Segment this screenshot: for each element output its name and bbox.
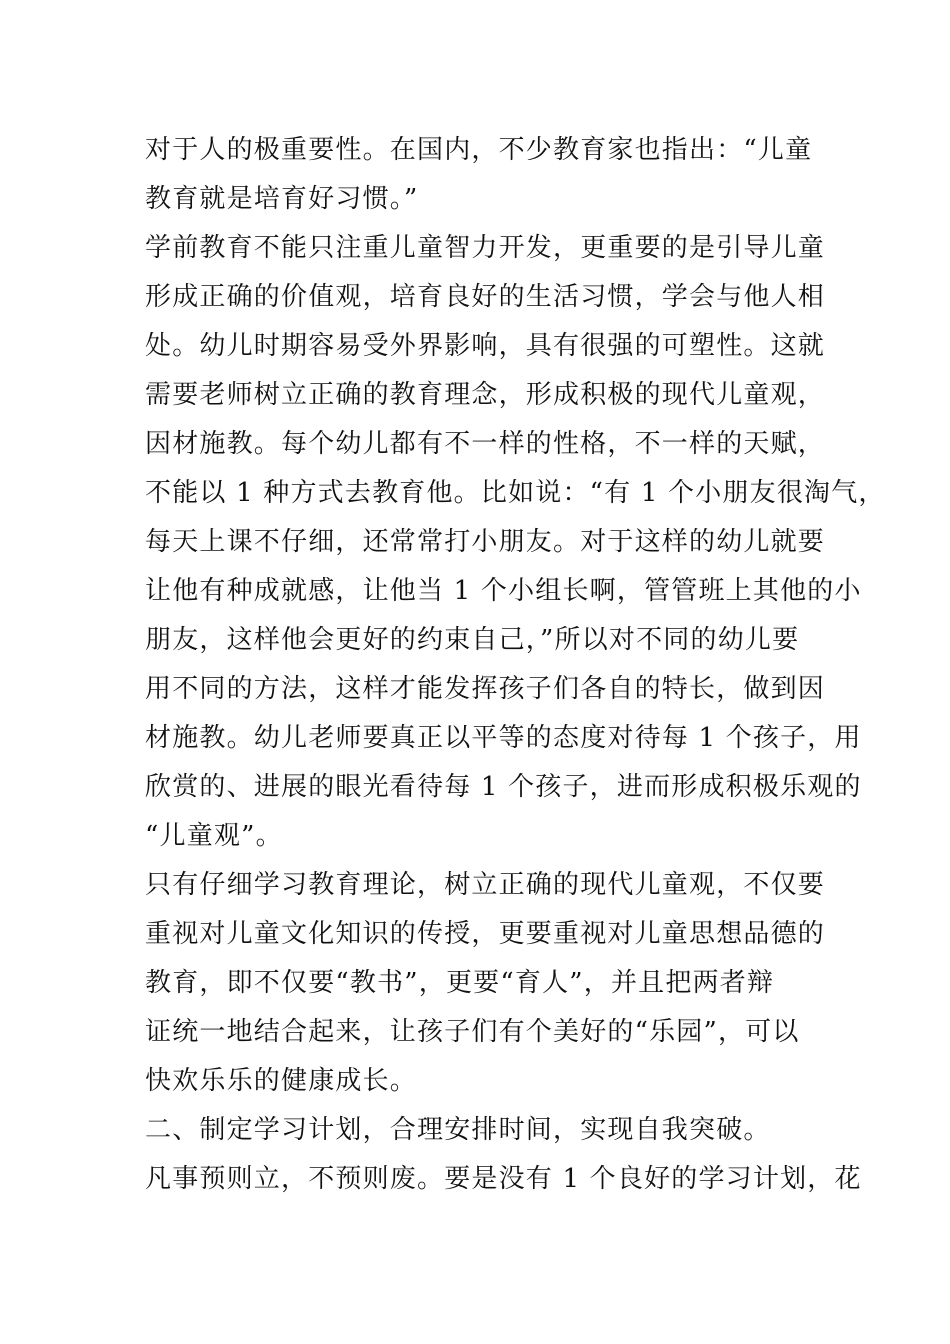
text-line: 需要老师树立正确的教育理念，形成积极的现代儿童观， bbox=[145, 380, 826, 410]
text-line: 形成正确的价值观，培育良好的生活习惯，学会与他人相 bbox=[145, 282, 826, 312]
text-line: 欣赏的、进展的眼光看待每 1 个孩子，进而形成积极乐观的 bbox=[145, 772, 862, 802]
text-line: 凡事预则立，不预则废。要是没有 1 个良好的学习计划，花 bbox=[145, 1164, 862, 1194]
text-line: 只有仔细学习教育理论，树立正确的现代儿童观，不仅要 bbox=[145, 870, 826, 900]
text-line: 材施教。幼儿老师要真正以平等的态度对待每 1 个孩子，用 bbox=[145, 723, 862, 753]
text-line: “儿童观”。 bbox=[145, 821, 283, 851]
text-line: 教育就是培育好习惯。” bbox=[145, 184, 419, 214]
text-line: 让他有种成就感，让他当 1 个小组长啊，管管班上其他的小 bbox=[145, 576, 862, 606]
text-line: 快欢乐乐的健康成长。 bbox=[145, 1066, 418, 1096]
body-text bbox=[145, 126, 886, 1204]
text-line: 每天上课不仔细，还常常打小朋友。对于这样的幼儿就要 bbox=[145, 527, 826, 557]
text-line: 重视对儿童文化知识的传授，更要重视对儿童思想品德的 bbox=[145, 919, 826, 949]
text-line: 用不同的方法，这样才能发挥孩子们各自的特长，做到因 bbox=[145, 674, 826, 704]
text-line: 证统一地结合起来，让孩子们有个美好的“乐园”，可以 bbox=[145, 1017, 800, 1047]
text-line: 学前教育不能只注重儿童智力开发，更重要的是引导儿童 bbox=[145, 233, 826, 263]
section-heading: 二、制定学习计划，合理安排时间，实现自我突破。 bbox=[145, 1115, 771, 1145]
text-line: 因材施教。每个幼儿都有不一样的性格，不一样的天赋， bbox=[145, 429, 826, 459]
text-line: 不能以 1 种方式去教育他。比如说：“有 1 个小朋友很淘气， bbox=[145, 478, 886, 508]
text-line: 教育，即不仅要“教书”，更要“育人”，并且把两者辩 bbox=[145, 968, 775, 998]
text-line: 朋友，这样他会更好的约束自己，”所以对不同的幼儿要 bbox=[145, 625, 800, 655]
text-line: 处。幼儿时期容易受外界影响，具有很强的可塑性。这就 bbox=[145, 331, 826, 361]
text-line: 对于人的极重要性。在国内，不少教育家也指出：“儿童 bbox=[145, 135, 813, 165]
